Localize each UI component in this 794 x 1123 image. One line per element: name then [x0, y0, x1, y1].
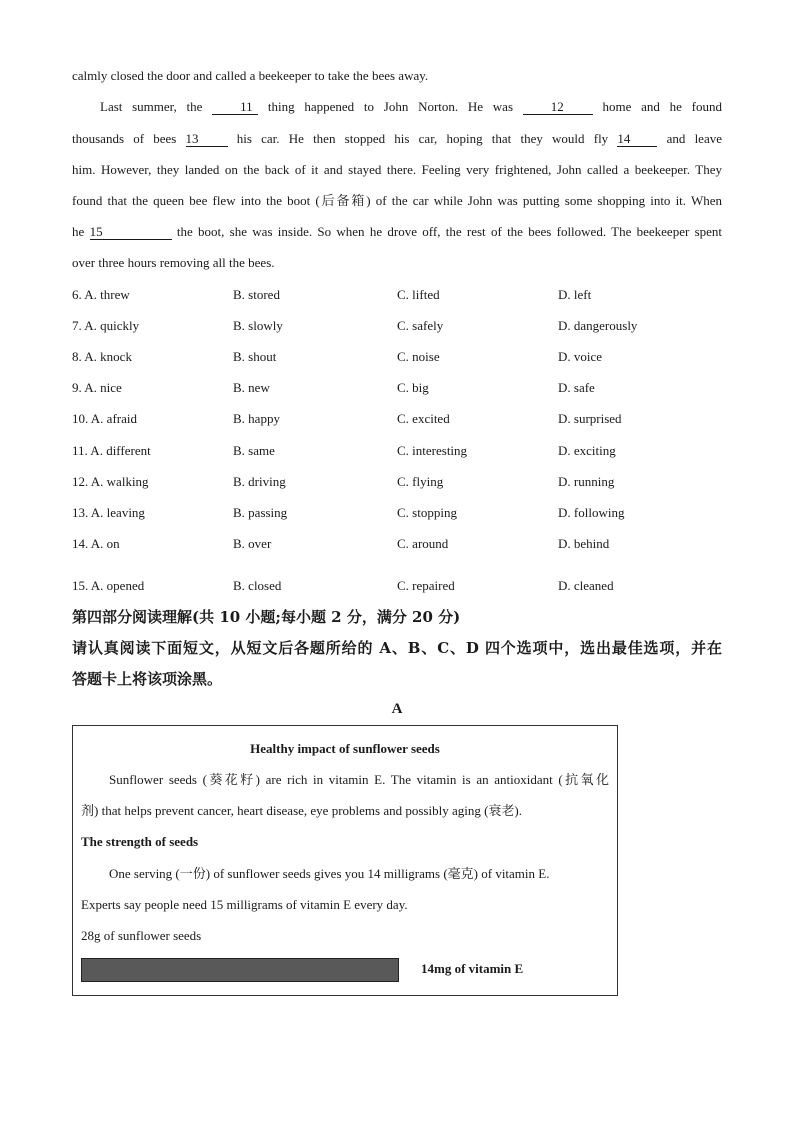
- option-row: [72, 347, 722, 367]
- box-title: Healthy impact of sunflower seeds: [250, 741, 440, 756]
- option-c[interactable]: C. excited: [397, 411, 450, 426]
- passage-line: him. However, they landed on the back of it and stayed there. Feeling very frightened, John called a beekeeper. They: [72, 162, 722, 177]
- option-row: [72, 316, 722, 336]
- option-d[interactable]: D. cleaned: [558, 578, 614, 593]
- question-option-a[interactable]: 15. A. opened: [72, 578, 145, 593]
- option-b[interactable]: B. stored: [233, 287, 280, 302]
- question-option-a[interactable]: 10. A. afraid: [72, 411, 137, 426]
- option-d[interactable]: D. voice: [558, 349, 603, 364]
- option-row: [72, 378, 722, 398]
- question-option-a[interactable]: 12. A. walking: [72, 474, 149, 489]
- option-c[interactable]: C. big: [397, 380, 429, 395]
- option-c[interactable]: C. safely: [397, 318, 444, 333]
- section-label: A: [391, 701, 403, 717]
- passage-line: [72, 97, 722, 117]
- option-b[interactable]: B. driving: [233, 474, 286, 489]
- option-b[interactable]: B. happy: [233, 411, 280, 426]
- option-b[interactable]: B. same: [233, 443, 275, 458]
- text-span: Last summer, the: [100, 99, 203, 114]
- question-option-a[interactable]: 11. A. different: [72, 443, 151, 458]
- box-text: One serving (一份) of sunflower seeds gives you 14 milligrams (毫克) of vitamin E.: [109, 866, 550, 881]
- option-d[interactable]: D. behind: [558, 536, 610, 551]
- option-d[interactable]: D. dangerously: [558, 318, 638, 333]
- passage-line: [72, 222, 722, 242]
- question-option-a[interactable]: 6. A. threw: [72, 287, 130, 302]
- question-option-a[interactable]: 9. A. nice: [72, 380, 122, 395]
- blank-12[interactable]: 12: [523, 99, 593, 115]
- option-d[interactable]: D. following: [558, 505, 625, 520]
- text-span: the boot, she was inside. So when he drove off, the rest of the bees followed. The beekeeper spent: [176, 224, 723, 239]
- box-text: Sunflower seeds (葵花籽) are rich in vitamin E. The vitamin is an antioxidant (抗氧化: [109, 772, 609, 787]
- passage-line: [72, 129, 722, 149]
- option-row: [72, 285, 722, 305]
- text-span: his car. He then stopped his car, hoping that they would fly: [236, 131, 609, 146]
- blank-15[interactable]: 15: [90, 224, 172, 240]
- section-heading: 第四部分阅读理解(共 10 小题;每小题 2 分，满分 20 分): [72, 608, 461, 626]
- question-option-a[interactable]: 13. A. leaving: [72, 505, 145, 520]
- option-b[interactable]: B. new: [233, 380, 270, 395]
- bar-label: 14mg of vitamin E: [421, 961, 524, 976]
- passage-line: over three hours removing all the bees.: [72, 255, 275, 270]
- text-span: he: [72, 224, 85, 239]
- option-d[interactable]: D. surprised: [558, 411, 622, 426]
- option-row: [72, 409, 722, 429]
- option-b[interactable]: B. shout: [233, 349, 277, 364]
- blank-14[interactable]: 14: [617, 131, 657, 147]
- blank-13[interactable]: 13: [186, 131, 228, 147]
- question-option-a[interactable]: 14. A. on: [72, 536, 120, 551]
- passage-line: calmly closed the door and called a beekeeper to take the bees away.: [72, 68, 429, 83]
- question-option-a[interactable]: 7. A. quickly: [72, 318, 140, 333]
- box-text: Experts say people need 15 milligrams of vitamin E every day.: [81, 897, 408, 912]
- option-b[interactable]: B. slowly: [233, 318, 283, 333]
- text-span: home and he found: [602, 99, 723, 114]
- option-b[interactable]: B. passing: [233, 505, 288, 520]
- option-c[interactable]: C. repaired: [397, 578, 455, 593]
- option-row: [72, 534, 722, 554]
- vitamin-bar: [81, 958, 399, 982]
- option-row: [72, 441, 722, 461]
- option-d[interactable]: D. running: [558, 474, 615, 489]
- blank-11[interactable]: 11: [212, 99, 258, 115]
- box-text: 28g of sunflower seeds: [81, 928, 202, 943]
- option-c[interactable]: C. stopping: [397, 505, 457, 520]
- text-span: thing happened to John Norton. He was: [267, 99, 514, 114]
- option-c[interactable]: C. flying: [397, 474, 444, 489]
- reading-box: [72, 725, 618, 996]
- text-span: thousands of bees: [72, 131, 177, 146]
- option-c[interactable]: C. around: [397, 536, 449, 551]
- option-b[interactable]: B. closed: [233, 578, 282, 593]
- option-d[interactable]: D. left: [558, 287, 592, 302]
- option-c[interactable]: C. noise: [397, 349, 440, 364]
- box-text: 剂) that helps prevent cancer, heart disease, eye problems and possibly aging (衰老).: [81, 803, 522, 818]
- box-subheading: The strength of seeds: [81, 834, 199, 849]
- option-row: [72, 472, 722, 492]
- text-span: and leave: [666, 131, 722, 146]
- option-c[interactable]: C. interesting: [397, 443, 468, 458]
- option-d[interactable]: D. exciting: [558, 443, 616, 458]
- instructions: 请认真阅读下面短文，从短文后各题所给的 A、B、C、D 四个选项中，选出最佳选项，并在: [72, 639, 722, 657]
- instructions: 答题卡上将该项涂黑。: [72, 670, 223, 688]
- option-c[interactable]: C. lifted: [397, 287, 440, 302]
- option-b[interactable]: B. over: [233, 536, 272, 551]
- option-row: [72, 503, 722, 523]
- question-option-a[interactable]: 8. A. knock: [72, 349, 132, 364]
- passage-line: found that the queen bee flew into the boot (后备箱) of the car while John was putting some shopping into it. When: [72, 193, 722, 208]
- option-row: [72, 576, 722, 596]
- option-d[interactable]: D. safe: [558, 380, 595, 395]
